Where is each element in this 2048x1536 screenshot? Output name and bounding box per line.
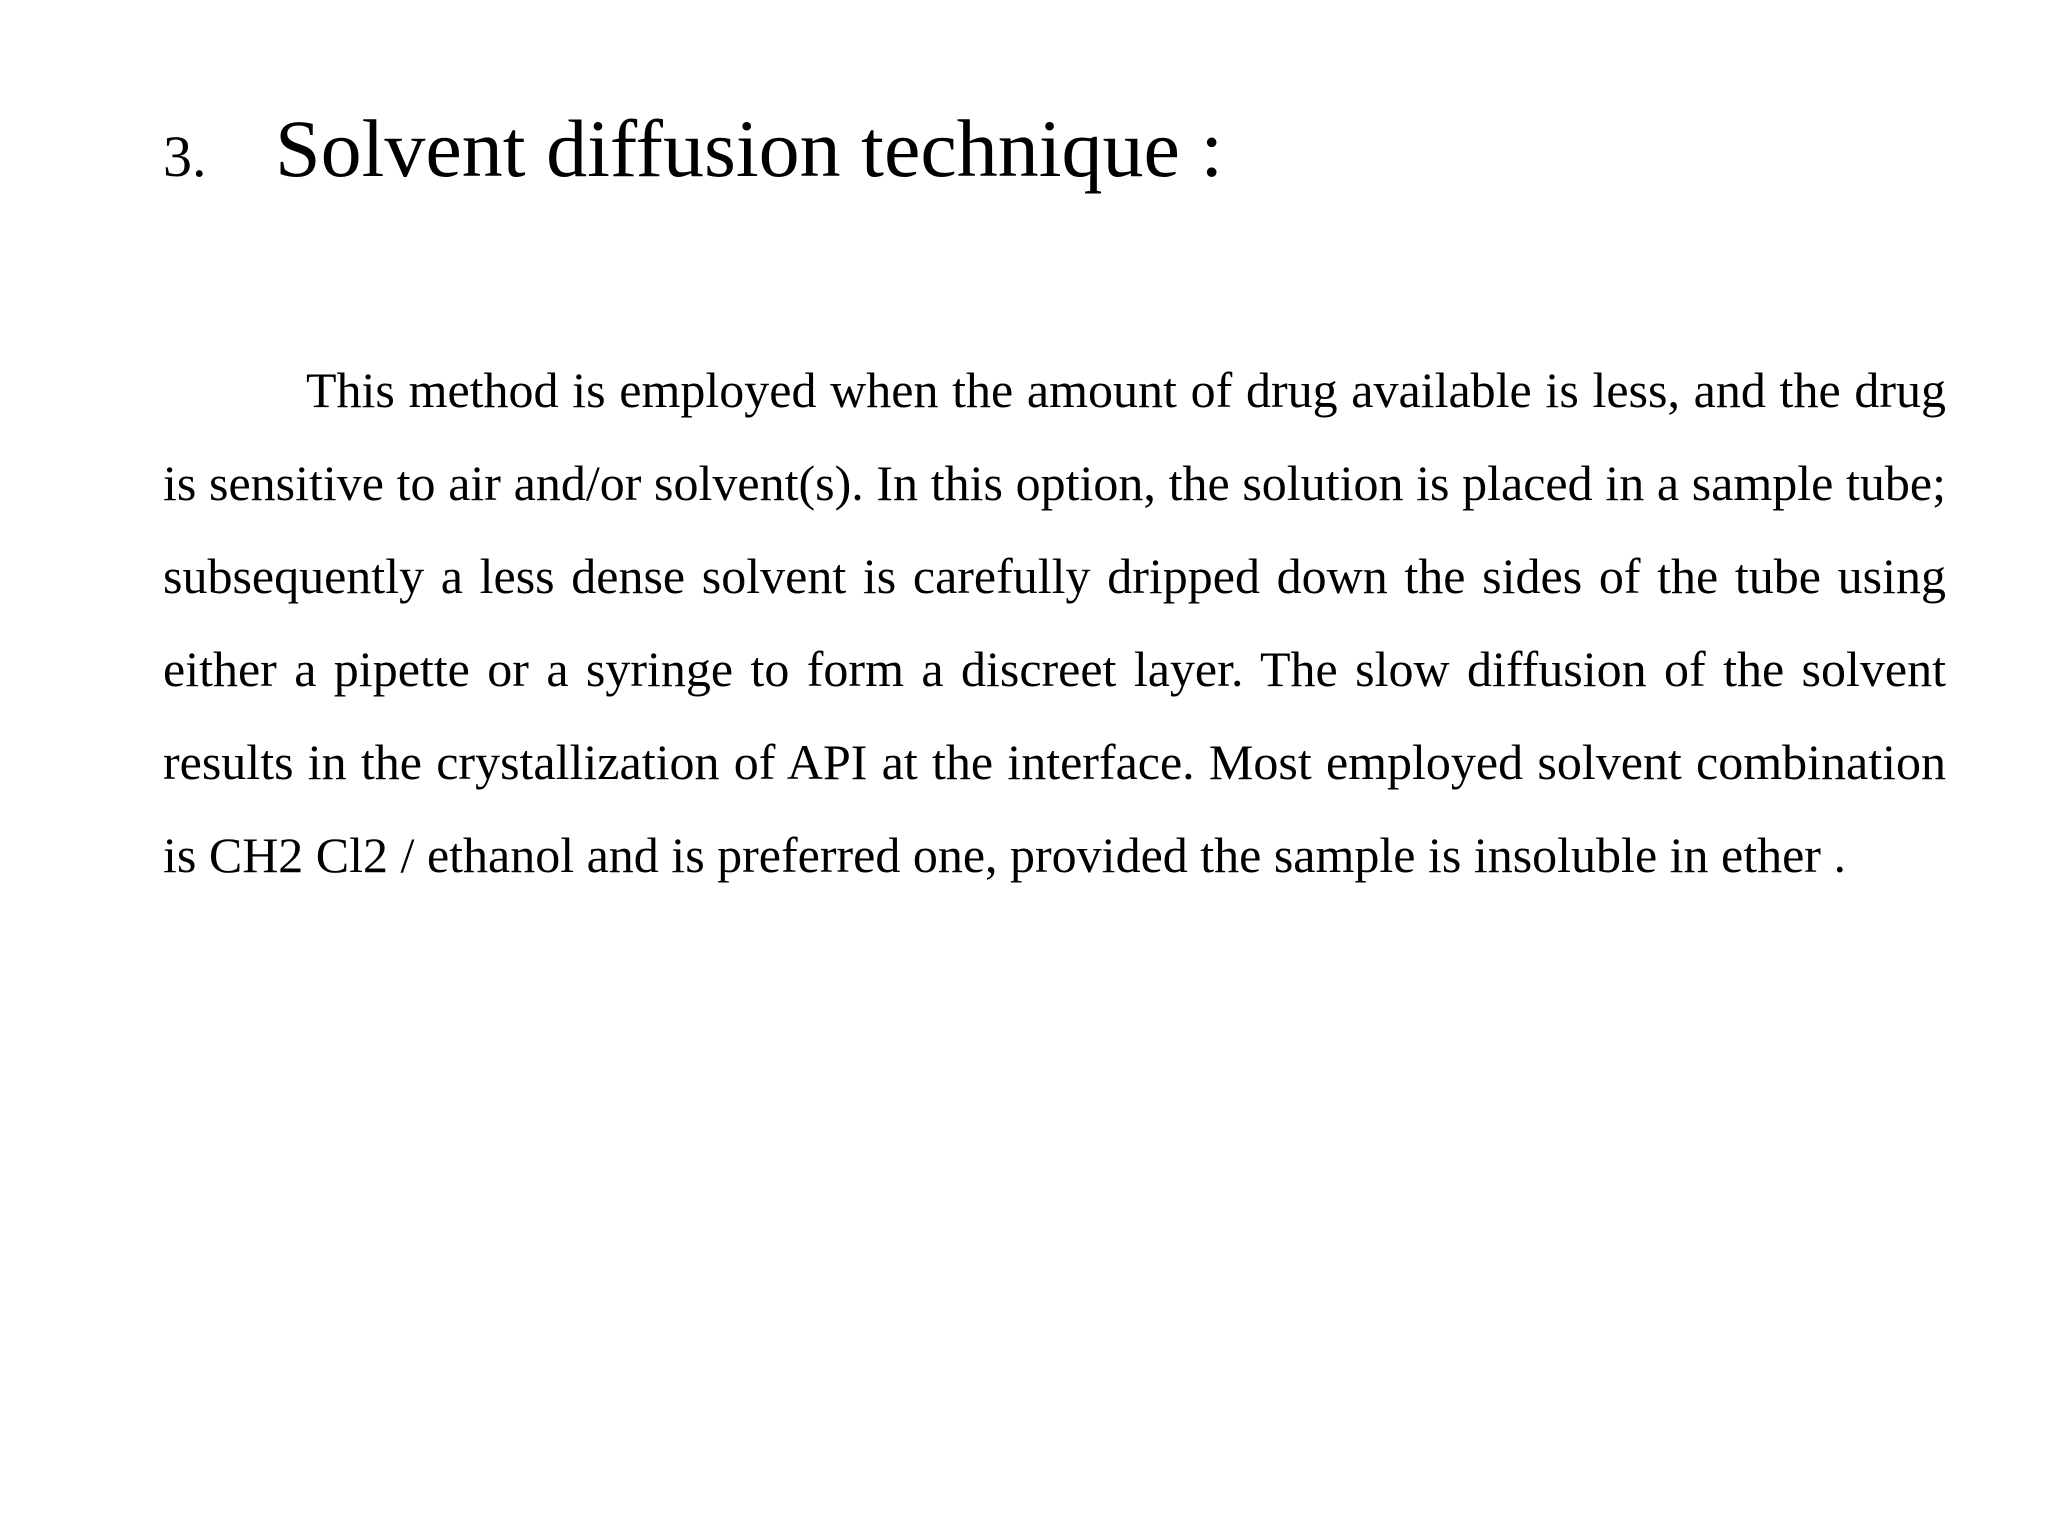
body-paragraph: This method is employed when the amount of drug available is less, and the drug is sensitive to air and/or solvent(s). In this option, the solution is placed in a sample tube; subsequently a less dense solvent is carefully dripped down the sides of the tube using either a pipette or a syringe to form a discreet layer. The slow diffusion of the solvent results in the crystallization of API at the interface. Most employed solvent combination is CH2 Cl2 / ethanol and is preferred one, provided the sample is insoluble in ether . bbox=[163, 362, 1946, 883]
heading-title: Solvent diffusion technique : bbox=[275, 103, 1224, 194]
heading-number: 3. bbox=[163, 124, 207, 189]
section-heading bbox=[163, 103, 1224, 194]
